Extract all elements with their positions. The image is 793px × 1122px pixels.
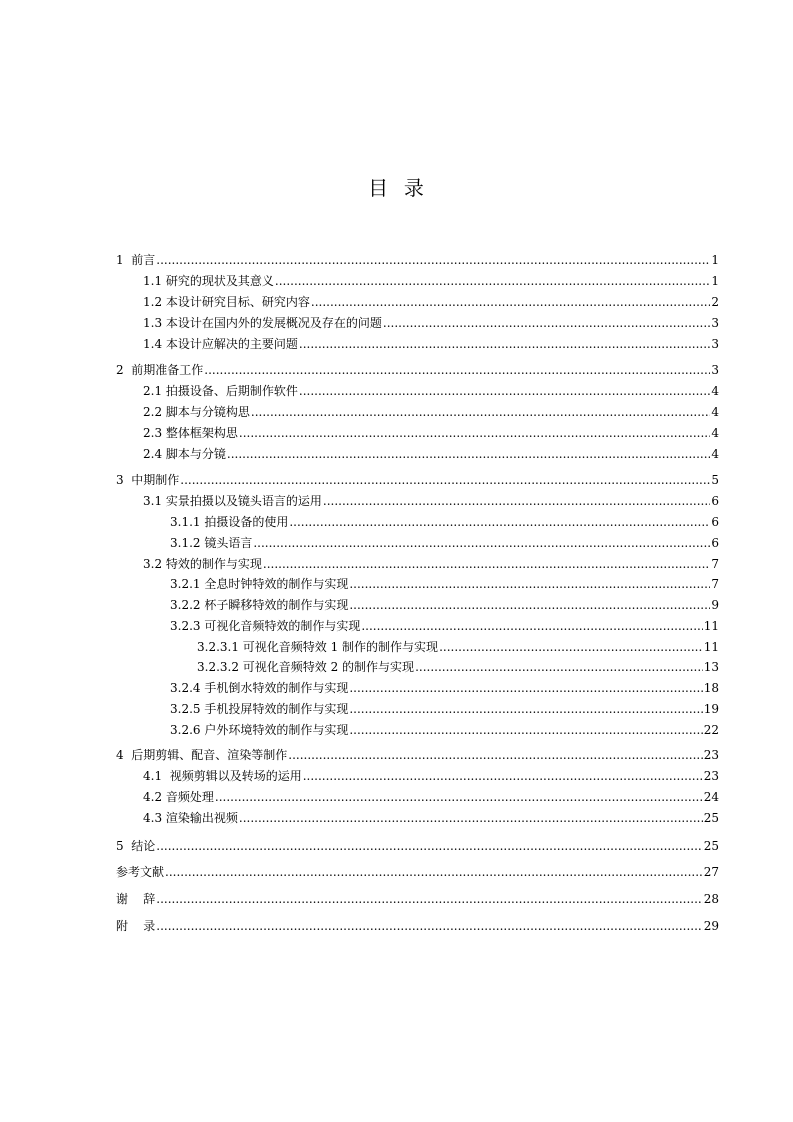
toc-leader-dots	[215, 789, 703, 805]
toc-entry[interactable]	[170, 722, 719, 738]
toc-leader-dots	[361, 618, 702, 634]
toc-leader-dots	[251, 404, 710, 420]
toc-entry-title: 3.2.3.2 可视化音频特效 2 的制作与实现	[197, 660, 415, 674]
toc-page-number: 22	[703, 723, 719, 737]
toc-page-number: 3	[711, 316, 719, 330]
toc-page-number: 11	[703, 619, 719, 633]
toc-entry-title: 3.1.2 镜头语言	[170, 536, 253, 550]
toc-entry[interactable]	[116, 252, 719, 268]
toc-page-number: 1	[711, 274, 719, 288]
toc-entry[interactable]	[116, 918, 719, 934]
toc-leader-dots	[349, 680, 702, 696]
toc-entry-title: 谢 辞	[116, 892, 156, 906]
toc-entry[interactable]	[197, 639, 719, 655]
toc-page-number: 4	[711, 447, 719, 461]
toc-leader-dots	[263, 556, 710, 572]
toc-entry-title: 附 录	[116, 919, 156, 933]
toc-leader-dots	[299, 383, 710, 399]
toc-page-number: 4	[711, 405, 719, 419]
toc-leader-dots	[349, 701, 702, 717]
toc-leader-dots	[180, 472, 710, 488]
toc-page-number: 2	[711, 295, 719, 309]
toc-page-number: 7	[711, 557, 719, 571]
toc-leader-dots	[349, 576, 710, 592]
toc-entry-title: 3.2.1 全息时钟特效的制作与实现	[170, 577, 349, 591]
toc-entry-title: 3.2.5 手机投屏特效的制作与实现	[170, 702, 349, 716]
toc-entry-title: 2.3 整体框架构思	[143, 426, 238, 440]
toc-leader-dots	[303, 768, 703, 784]
toc-entry[interactable]	[143, 446, 719, 462]
toc-entry[interactable]	[116, 864, 719, 880]
toc-entry[interactable]	[143, 493, 719, 509]
toc-leader-dots	[415, 659, 703, 675]
toc-entry-title: 1.1 研究的现状及其意义	[143, 274, 274, 288]
toc-leader-dots	[288, 747, 702, 763]
toc-entry[interactable]	[143, 294, 719, 310]
toc-page-number: 23	[703, 748, 719, 762]
toc-page-number: 9	[711, 598, 719, 612]
toc-entry[interactable]	[143, 810, 719, 826]
toc-entry-title: 3 中期制作	[116, 473, 180, 487]
toc-leader-dots	[253, 535, 710, 551]
toc-entry[interactable]	[170, 618, 719, 634]
toc-page-number: 28	[703, 892, 719, 906]
toc-page-number: 1	[711, 253, 719, 267]
toc-leader-dots	[439, 639, 703, 655]
toc-entry[interactable]	[143, 768, 719, 784]
toc-page-number: 25	[703, 811, 719, 825]
toc-leader-dots	[311, 294, 710, 310]
toc-entry-title: 1.4 本设计应解决的主要问题	[143, 337, 298, 351]
toc-entry-title: 5 结论	[116, 839, 156, 853]
toc-leader-dots	[165, 864, 703, 880]
toc-leader-dots	[299, 336, 710, 352]
toc-entry[interactable]	[143, 556, 719, 572]
toc-entry-title: 3.2 特效的制作与实现	[143, 557, 262, 571]
toc-entry[interactable]	[143, 789, 719, 805]
toc-leader-dots	[156, 891, 702, 907]
toc-page-number: 19	[703, 702, 719, 716]
toc-page-number: 18	[703, 681, 719, 695]
toc-leader-dots	[204, 362, 710, 378]
toc-page-number: 24	[703, 790, 719, 804]
toc-leader-dots	[156, 918, 702, 934]
toc-entry[interactable]	[116, 838, 719, 854]
toc-leader-dots	[323, 493, 710, 509]
toc-page-number: 27	[703, 865, 719, 879]
toc-entry[interactable]	[143, 273, 719, 289]
toc-page-number: 6	[711, 536, 719, 550]
toc-entry-title: 3.2.4 手机倒水特效的制作与实现	[170, 681, 349, 695]
toc-entry-title: 2 前期准备工作	[116, 363, 204, 377]
toc-leader-dots	[227, 446, 710, 462]
toc-leader-dots	[239, 810, 703, 826]
toc-entry-title: 1.2 本设计研究目标、研究内容	[143, 295, 310, 309]
toc-page-number: 13	[703, 660, 719, 674]
toc-page-number: 4	[711, 384, 719, 398]
toc-page-number: 29	[703, 919, 719, 933]
toc-page-number: 4	[711, 426, 719, 440]
toc-entry[interactable]	[170, 597, 719, 613]
toc-entry-title: 2.1 拍摄设备、后期制作软件	[143, 384, 298, 398]
toc-leader-dots	[156, 838, 702, 854]
toc-leader-dots	[239, 425, 710, 441]
toc-leader-dots	[383, 315, 710, 331]
toc-page-number: 23	[703, 769, 719, 783]
toc-entry-title: 4.1 视频剪辑以及转场的运用	[143, 769, 302, 783]
toc-entry-title: 参考文献	[116, 865, 165, 879]
toc-entry-title: 3.2.2 杯子瞬移特效的制作与实现	[170, 598, 349, 612]
toc-entry-title: 3.2.6 户外环境特效的制作与实现	[170, 723, 349, 737]
toc-page-number: 3	[711, 337, 719, 351]
toc-entry[interactable]	[143, 425, 719, 441]
toc-page-number: 11	[703, 640, 719, 654]
toc-entry-title: 3.1 实景拍摄以及镜头语言的运用	[143, 494, 322, 508]
toc-entry-title: 1 前言	[116, 253, 156, 267]
toc-page-number: 6	[711, 515, 719, 529]
toc-entry-title: 4 后期剪辑、配音、渲染等制作	[116, 748, 288, 762]
toc-leader-dots	[275, 273, 710, 289]
toc-entry[interactable]	[197, 659, 719, 675]
toc-entry-title: 3.1.1 拍摄设备的使用	[170, 515, 289, 529]
toc-entry[interactable]	[143, 383, 719, 399]
toc-entry[interactable]	[143, 336, 719, 352]
toc-entry[interactable]	[170, 514, 719, 530]
toc-entry-title: 1.3 本设计在国内外的发展概况及存在的问题	[143, 316, 382, 330]
toc-entry[interactable]	[116, 891, 719, 907]
toc-page-number: 25	[703, 839, 719, 853]
toc-entry[interactable]	[170, 576, 719, 592]
toc-entry[interactable]	[143, 315, 719, 331]
toc-page-number: 7	[711, 577, 719, 591]
toc-entry-title: 3.2.3.1 可视化音频特效 1 制作的制作与实现	[197, 640, 439, 654]
page-title: 目 录	[368, 176, 425, 200]
toc-entry[interactable]	[170, 701, 719, 717]
toc-leader-dots	[156, 252, 710, 268]
toc-entry[interactable]	[116, 362, 719, 378]
toc-page-number: 5	[711, 473, 719, 487]
toc-entry[interactable]	[170, 680, 719, 696]
toc-entry-title: 2.4 脚本与分镜	[143, 447, 226, 461]
toc-entry-title: 2.2 脚本与分镜构思	[143, 405, 250, 419]
toc-entry-title: 4.3 渲染输出视频	[143, 811, 238, 825]
toc-entry-title: 4.2 音频处理	[143, 790, 214, 804]
toc-entry-title: 3.2.3 可视化音频特效的制作与实现	[170, 619, 361, 633]
toc-entry[interactable]	[116, 472, 719, 488]
toc-leader-dots	[289, 514, 710, 530]
toc-entry[interactable]	[143, 404, 719, 420]
toc-page-number: 3	[711, 363, 719, 377]
toc-entry[interactable]	[170, 535, 719, 551]
toc-leader-dots	[349, 597, 710, 613]
toc-leader-dots	[349, 722, 702, 738]
toc-page-number: 6	[711, 494, 719, 508]
toc-entry[interactable]	[116, 747, 719, 763]
